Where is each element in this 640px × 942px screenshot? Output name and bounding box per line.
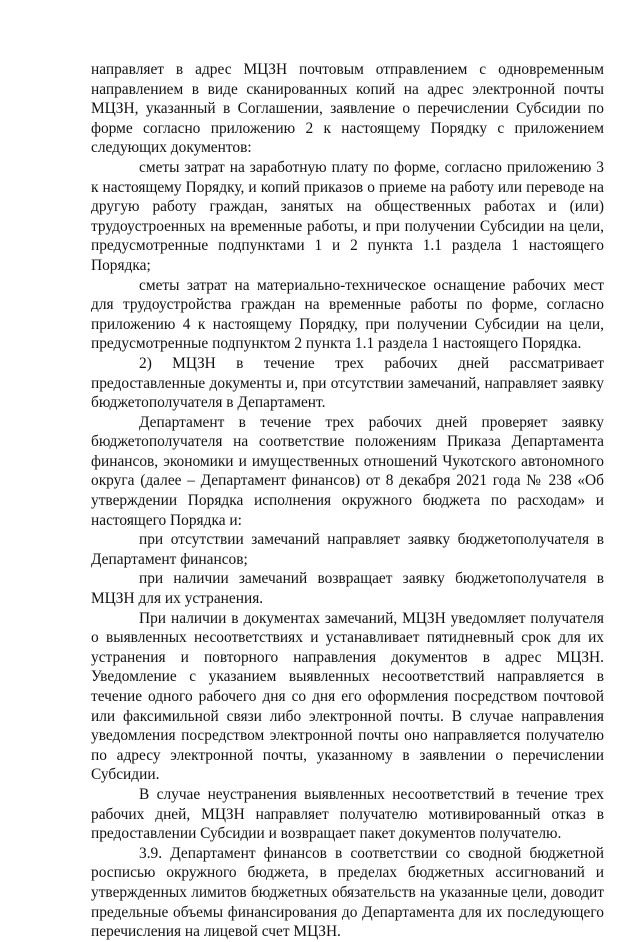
paragraph-with-remarks: при наличии замечаний возвращает заявку бюджетополучателя в МЦЗН для их устранения. (91, 570, 604, 608)
paragraph-salary-estimate: сметы затрат на заработную плату по форме, согласно приложению 3 к настоящему Порядку, и копий приказов о приеме на работу или переводе на другую работу граждан, занятых на общественных работах и (или) трудоустроенных на временные работы, и при получении Субсидии на цели, предусмотренные подпунктами 1 и 2 пункта 1.1 раздела 1 настоящего Порядка; (91, 158, 604, 274)
paragraph-refusal: В случае неустранения выявленных несоответствий в течение трех рабочих дней, МЦЗН направляет получателю мотивированный отказ в предоставлении Субсидии и возвращает пакет документов получателю. (91, 785, 604, 843)
paragraph-department-check: Департамент в течение трех рабочих дней проверяет заявку бюджетополучателя на соответствие положениям Приказа Департамента финансов, экономики и имущественных отношений Чукотского автономного округа (далее – Департамент финансов) от 8 декабря 2021 года № 238 «Об утверждении Порядка исполнения окружного бюджета по расходам» и настоящего Порядка и: (91, 413, 604, 529)
paragraph-no-remarks: при отсутствии замечаний направляет заявку бюджетополучателя в Департамент финансов; (91, 531, 604, 568)
paragraph-item-2: 2) МЦЗН в течение трех рабочих дней рассматривает предоставленные документы и, при отсутствии замечаний, направляет заявку бюджетополучателя в Департамент. (91, 354, 604, 412)
paragraph-notification: При наличии в документах замечаний, МЦЗН уведомляет получателя о выявленных несоответствиях и устанавливает пятидневный срок для их устранения и повторного направления документов в адрес МЦЗН. Уведомление с указанием выявленных несоответствий направляется в течение одного рабочего дня со дня его оформления посредством почтовой или факсимильной связи либо электронной почты. В случае направления уведомления посредством электронной почты оно направляется получателю по адресу электронной почты, указанному в заявлении о перечислении Субсидии. (91, 609, 604, 784)
paragraph-equipment-estimate: сметы затрат на материально-техническое оснащение рабочих мест для трудоустройства граждан на временные работы по форме, согласно приложению 4 к настоящему Порядку, при получении Субсидии на цели, предусмотренные подпунктом 2 пункта 1.1 раздела 1 настоящего Порядка. (91, 276, 604, 353)
paragraph-section-3-9: 3.9. Департамент финансов в соответствии со сводной бюджетной росписью окружного бюджета, в пределах бюджетных ассигнований и утвержденных лимитов бюджетных обязательств на указанные цели, доводит предельные объемы финансирования до Департамента для их последующего перечисления на лицевой счет МЦЗН. (91, 844, 604, 941)
document-body (91, 60, 604, 942)
paragraph-continuation: направляет в адрес МЦЗН почтовым отправлением с одновременным направлением в виде сканированных копий на адрес электронной почты МЦЗН, указанный в Соглашении, заявление о перечислении Субсидии по форме согласно приложению 2 к настоящему Порядку с приложением следующих документов: (91, 61, 604, 157)
